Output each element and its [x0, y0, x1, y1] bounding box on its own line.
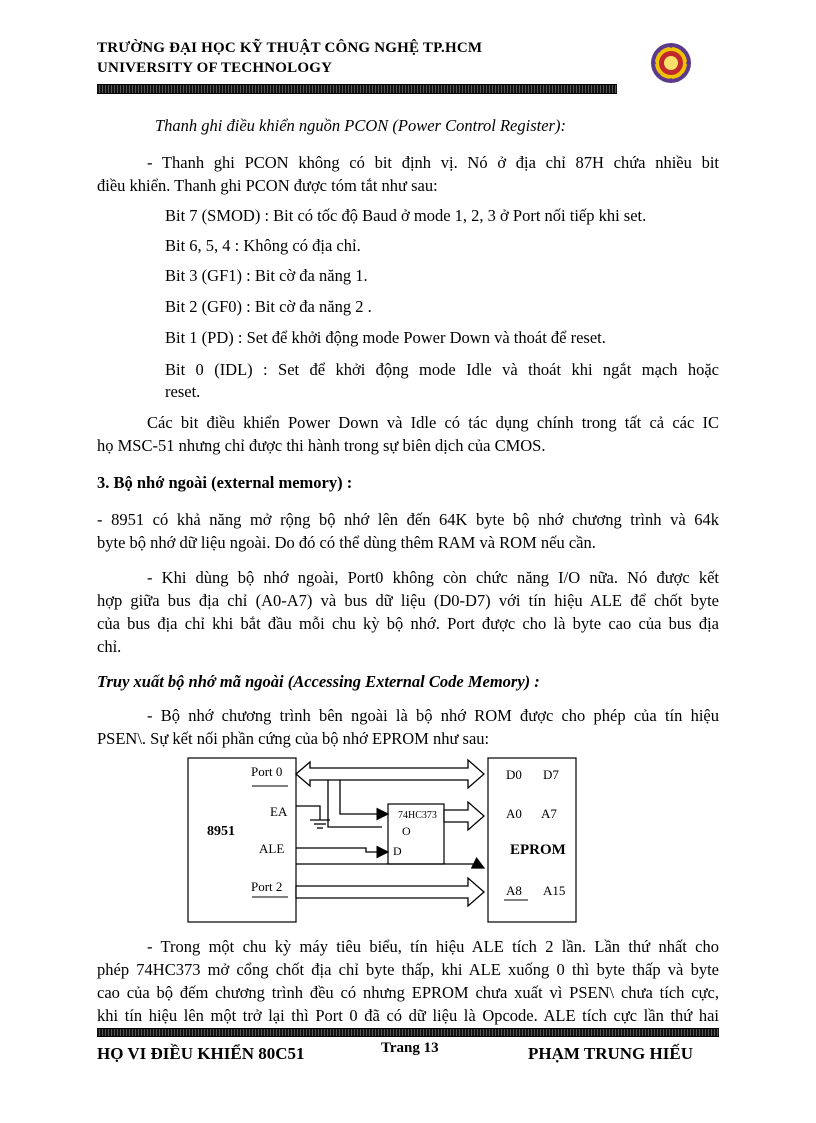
pcon-intro-line1: - Thanh ghi PCON không có bit định vị. Nó ở địa chỉ 87H chứa nhiều bit — [147, 153, 719, 172]
footer-rule — [97, 1028, 719, 1037]
header-university-vn: TRƯỜNG ĐẠI HỌC KỸ THUẬT CÔNG NGHỆ TP.HCM — [97, 40, 483, 56]
footer-course-title: HỌ VI ĐIỀU KHIỂN 80C51 — [97, 1044, 305, 1063]
section3-heading: 3. Bộ nhớ ngoài (external memory) : — [97, 473, 353, 492]
a8-label: A8 — [506, 883, 522, 898]
port0-line1: - Khi dùng bộ nhớ ngoài, Port0 không còn chức năng I/O nữa. Nó được kết — [147, 568, 719, 587]
access-heading: Truy xuất bộ nhớ mã ngoài (Accessing External Code Memory) : — [97, 672, 540, 691]
port2-label: Port 2 — [251, 879, 283, 894]
university-logo-icon — [650, 42, 692, 84]
ale-label: ALE — [259, 841, 285, 856]
header-university-en: UNIVERSITY OF TECHNOLOGY — [97, 60, 333, 76]
addr-high-arrow — [296, 878, 484, 906]
data-bus-arrow — [296, 760, 484, 788]
pcon-heading: Thanh ghi điều khiển nguồn PCON (Power Control Register): — [155, 116, 566, 135]
cycle-line4: khi tín hiệu lên một trở lại thì Port 0 đã có dữ liệu là Opcode. ALE tích cực lần thứ hai — [97, 1006, 719, 1025]
pcon-bit3: Bit 3 (GF1) : Bit cờ đa năng 1. — [165, 266, 368, 285]
pcon-bit1: Bit 1 (PD) : Set để khởi động mode Power Down và thoát để reset. — [165, 328, 606, 347]
footer-page-number: Trang 13 — [381, 1040, 439, 1056]
footer-author: PHẠM TRUNG HIẾU — [528, 1044, 693, 1063]
pcon-bit2: Bit 2 (GF0) : Bit cờ đa năng 2 . — [165, 297, 372, 316]
eprom-connection-diagram — [180, 752, 580, 930]
port0-line2: hợp giữa bus địa chỉ (A0-A7) và bus dữ liệu (D0-D7) với tín hiệu ALE để chốt byte — [97, 591, 719, 610]
port0-line3: của bus địa chỉ khi bắt đầu mỗi chu kỳ bộ nhớ. Port được cho là byte cao của bus địa — [97, 614, 719, 633]
a7-label: A7 — [541, 806, 557, 821]
a0-label: A0 — [506, 806, 522, 821]
mcu-label: 8951 — [207, 824, 235, 839]
cycle-line3: cao của bộ đếm chương trình đều có nhưng EPROM chưa xuất vì PSEN\ chưa tích cực, — [97, 983, 719, 1002]
pcon-bit654: Bit 6, 5, 4 : Không có địa chỉ. — [165, 236, 361, 255]
latch-d-label: D — [393, 844, 402, 858]
pcon-bit0-line1: Bit 0 (IDL) : Set để khởi động mode Idle và thoát khi ngắt mạch hoặc — [165, 360, 719, 379]
header-rule — [97, 84, 617, 94]
d0-label: D0 — [506, 767, 522, 782]
eprom-label: EPROM — [510, 842, 566, 858]
ext-memory-line2: byte bộ nhớ dữ liệu ngoài. Do đó có thể dùng thêm RAM và ROM nếu cần. — [97, 533, 596, 552]
rom-line2: PSEN\. Sự kết nối phần cứng của bộ nhớ EPROM như sau: — [97, 729, 490, 748]
ext-memory-line1: - 8951 có khả năng mở rộng bộ nhớ lên đến 64K byte bộ nhớ chương trình và 64k — [97, 510, 719, 529]
cycle-line2: phép 74HC373 mở cổng chốt địa chỉ byte thấp, khi ALE xuống 0 thì byte thấp và byte — [97, 960, 719, 979]
addr-low-arrow — [444, 802, 484, 830]
d7-label: D7 — [543, 767, 559, 782]
pcon-bit7: Bit 7 (SMOD) : Bit có tốc độ Baud ở mode 1, 2, 3 ở Port nối tiếp khi set. — [165, 206, 647, 225]
pcon-bit0-line2: reset. — [165, 382, 201, 401]
cycle-line1: - Trong một chu kỳ máy tiêu biểu, tín hiệu ALE tích 2 lần. Lần thứ nhất cho — [147, 937, 719, 956]
cmos-line2: họ MSC-51 nhưng chỉ được thi hành trong sự biên dịch của CMOS. — [97, 436, 546, 455]
cmos-line1: Các bit điều khiển Power Down và Idle có tác dụng chính trong tất cả các IC — [147, 413, 719, 432]
latch-label: 74HC373 — [398, 810, 437, 821]
ea-label: EA — [270, 804, 288, 819]
rom-line1: - Bộ nhớ chương trình bên ngoài là bộ nhớ ROM được cho phép của tín hiệu — [147, 706, 719, 725]
latch-o-label: O — [402, 824, 411, 838]
pcon-intro-line2: điều khiển. Thanh ghi PCON được tóm tắt như sau: — [97, 176, 438, 195]
port0-label: Port 0 — [251, 764, 283, 779]
port0-line4: chỉ. — [97, 637, 122, 656]
a15-label: A15 — [543, 883, 566, 898]
